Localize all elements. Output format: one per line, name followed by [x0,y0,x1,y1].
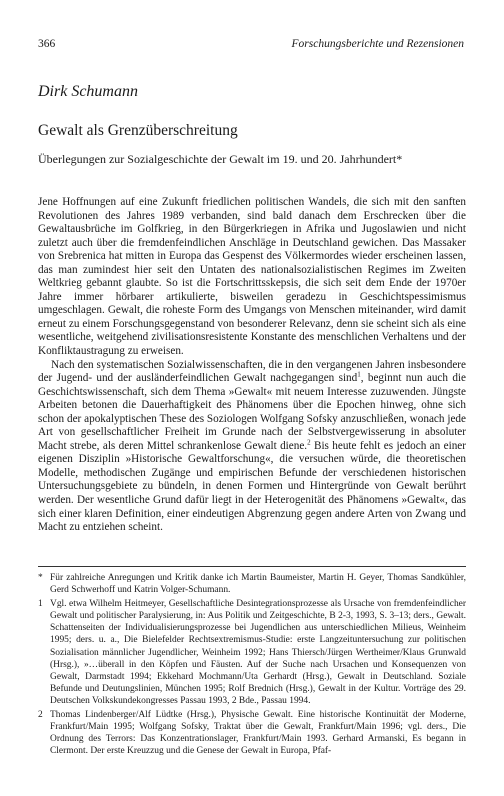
footnote-1 [38,598,466,707]
footnote-divider [38,566,466,567]
article-title: Gewalt als Grenzüberschreitung [38,122,238,139]
footnote-star [38,572,466,596]
footnote-2 [38,709,466,757]
footnote-text: Für zahlreiche Anregungen und Kritik danke ich Martin Baumeister, Martin H. Geyer, Thomas Sandkühler, Gerd Schwerhoff und Katrin Volger-Schumann. [50,573,466,596]
footnote-mark: 1 [38,599,43,610]
article-body [38,196,466,535]
footnote-ref-1[interactable]: 1 [357,370,361,379]
article-author: Dirk Schumann [38,83,138,100]
footnotes [38,572,466,759]
page-number: 366 [38,38,56,50]
paragraph-2-part-3: Bis heute fehlt es jedoch an einer eigenen Disziplin »Historische Gewaltforschung«, die versuchen würde, die theoretischen Modelle, methodischen Zugänge und empirischen Befunde der verschiedenen historischen Untersuchungsgebiete zu bündeln, in denen Formen und Hintergründe von Gewalt berührt werden. Der wesentliche Grund dafür liegt in der Heterogenität des Phänomens »Gewalt«, das sich einer klaren Definition, einer eindeutigen Abgrenzung gegen andere Arten von Zwang und Macht zu entziehen scheint. [38,439,466,534]
article-subtitle: Überlegungen zur Sozialgeschichte der Gewalt im 19. und 20. Jahrhundert* [38,152,403,166]
journal-section-title: Forschungsberichte und Rezensionen [291,38,464,50]
body-paragraph-2 [38,359,466,535]
footnote-text: Thomas Lindenberger/Alf Lüdtke (Hrsg.), Physische Gewalt. Eine historische Kontinuität der Moderne, Frankfurt/Main 1995; Wolfgang Sofsky, Traktat über die Gewalt, Frankfurt/Main 1996; vgl. ders., Die Ordnung des Terrors: Das Konzentrationslager, Frankfurt/Main 1993. Gerhard Armanski, Es begann in Clermont. Der erste Kreuzzug und die Genese der Gewalt in Europa, Pfaf- [50,710,466,757]
footnote-text: Vgl. etwa Wilhelm Heitmeyer, Gesellschaftliche Desintegrationsprozesse als Ursache von fremdenfeindlicher Gewalt und politischer Paralysierung, in: Aus Politik und Zeitgeschichte, B 2-3, 1993, S. 3–13; ders., Gewalt. Schattenseiten der Individualisierungsprozesse bei Jugendlichen aus unterschiedlichen Milieus, Weinheim 1995; ders. u. a., Die Bielefelder Rechtsextremismus-Studie: erste Langzeituntersuchung zur politischen Sozialisation männlicher Jugendlicher, Weinheim 1992; Hans Thiersch/Jürgen Wertheimer/Klaus Grunwald (Hrsg.), »…überall in den Köpfen und Fäusten. Auf der Suche nach Ursachen und Konsequenzen von Gewalt, Darmstadt 1994; Ekkehard Mochmann/Uta Gerhardt (Hrsg.), Gewalt in Deutschland. Soziale Befunde und Deutungslinien, München 1995; Rolf Brednich (Hrsg.), Gewalt in der Kultur. Vorträge des 29. Deutschen Volkskundekongresses Passau 1993, 2 Bde., Passau 1994. [50,599,466,706]
running-header [38,38,464,54]
footnote-mark: * [38,573,43,583]
paragraph-2-part-1: Nach den systematischen Sozialwissenschaften, die in den vergangenen Jahren insbesondere der Jugend- und der ausländerfeindlichen Gewalt nachgegangen sind [38,358,466,385]
footnote-mark: 2 [38,710,43,721]
footnote-ref-2[interactable]: 2 [307,438,311,447]
body-paragraph-1: Jene Hoffnungen auf eine Zukunft friedlichen politischen Wandels, die sich mit den sanften Revolutionen des Jahres 1989 verbanden, sind bald danach dem Erschrecken über die Gewaltausbrüche im Golfkrieg, in den Bürgerkriegen in Afrika und Jugoslawien und nicht zuletzt auch über die fremdenfeindlichen Anschläge in Deutschland gewichen. Das Massaker von Srebrenica hat mitten in Europa das Gespenst des Völkermordes wieder erscheinen lassen, das man zumindest hier seit den Untaten des nationalsozialistischen Regimes im Zweiten Weltkrieg gebannt glaubte. So ist die Fortschrittsskepsis, die sich seit dem Ende der 1970er Jahre immer hörbarer artikulierte, bisweilen geradezu in Geschichtspessimismus umgeschlagen. Gewalt, die roheste Form des Umgangs von Menschen miteinander, wird damit erneut zu einem Forschungsgegenstand von besonderer Relevanz, denn sie scheint sich als eine wesentliche, weitgehend zivilisationsresistente Konstante des menschlichen Verhaltens und der Konfliktaustragung zu erweisen. [38,196,466,358]
paragraph-2-part-2: , beginnt nun auch die Geschichtswissenschaft, sich dem Thema »Gewalt« mit neuem Interesse zuzuwenden. Jüngste Arbeiten betonen die Dauerhaftigkeit des Phänomens über die Epochen hinweg, ohne sich schon der apokalyptischen These des Soziologen Wolfgang Sofsky anzuschließen, wonach jede Art von gesellschaftlicher Freiheit im Grunde nach der Selbstvergewisserung in absoluter Macht strebe, als deren Mittel schrankenlose Gewalt diene. [38,372,466,452]
